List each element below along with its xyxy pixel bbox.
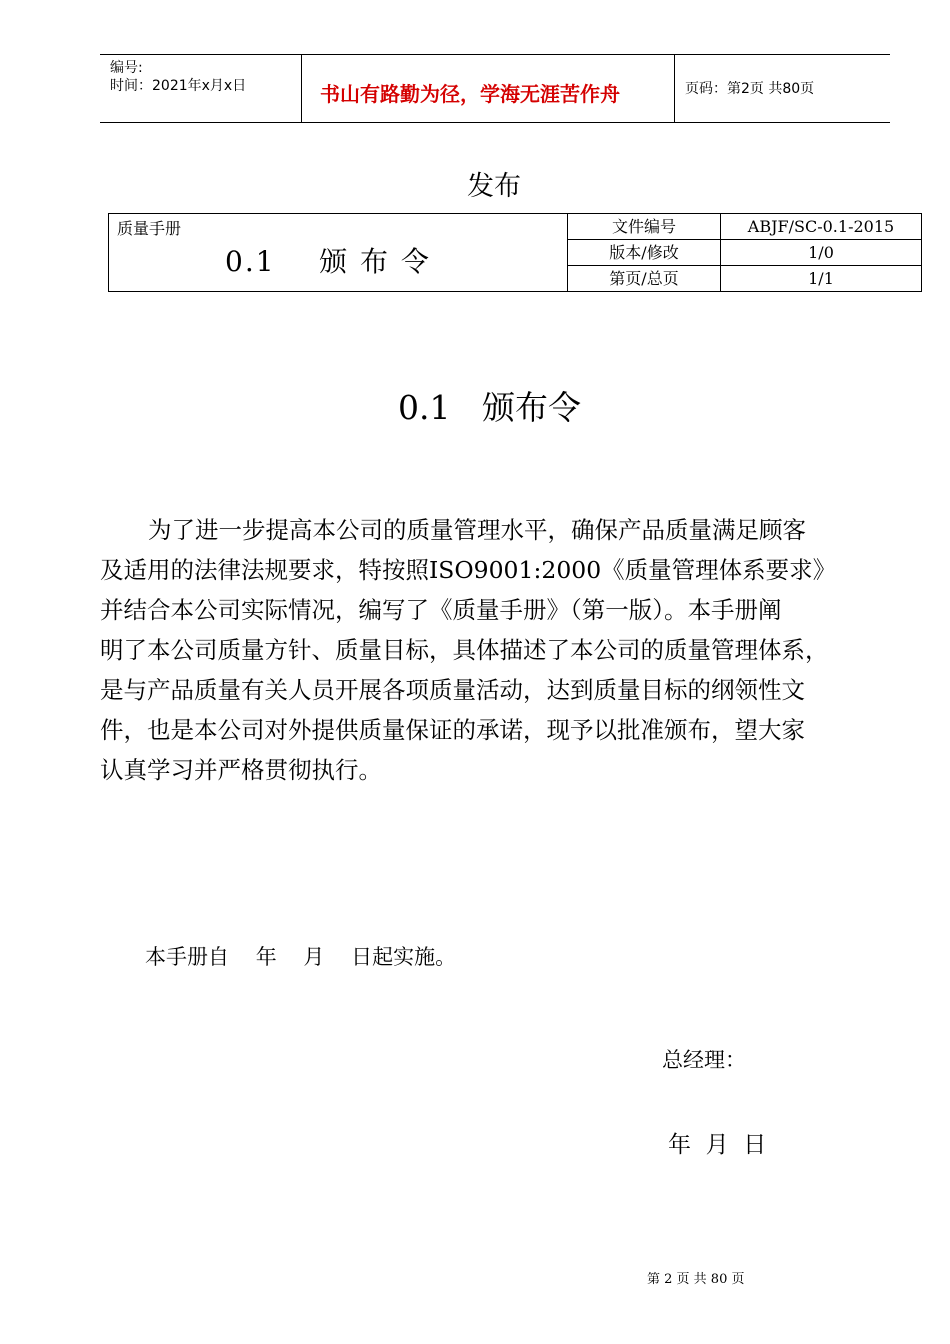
paragraph-line: 并结合本公司实际情况，编写了《质量手册》（第一版）。本手册阐 — [100, 596, 782, 624]
manual-title-cell — [109, 214, 568, 292]
page-count-label: 第页/总页 — [568, 266, 721, 292]
header-motto: 书山有路勤为径，学海无涯苦作舟 — [320, 82, 620, 106]
header-divider-left — [301, 55, 302, 122]
version-label: 版本/修改 — [568, 240, 721, 266]
header-bottom-rule — [100, 122, 890, 123]
page-count-value: 1/1 — [721, 266, 922, 292]
page-footer: 第 2 页 共 80 页 — [647, 1272, 745, 1287]
doc-number-value: ABJF/SC-0.1-2015 — [721, 214, 922, 240]
document-info-table — [108, 213, 922, 292]
document-number-label: 编号: — [110, 60, 143, 76]
version-value: 1/0 — [721, 240, 922, 266]
paragraph-line: 件，也是本公司对外提供质量保证的承诺，现予以批准颁布，望大家 — [100, 716, 805, 744]
document-title: 0.1 颁布令 — [398, 388, 581, 427]
effective-date-line: 本手册自 年 月 日起实施。 — [145, 945, 457, 969]
paragraph-line: 明了本公司质量方针、质量目标，具体描述了本公司的质量管理体系， — [100, 636, 829, 664]
header-top-rule — [100, 54, 890, 55]
document-time-label: 时间：2021年x月x日 — [110, 78, 247, 94]
paragraph-line: 及适用的法律法规要求，特按照ISO9001:2000《质量管理体系要求》 — [100, 556, 837, 584]
header-divider-right — [674, 55, 675, 122]
signature-date: 年 月 日 — [668, 1132, 767, 1158]
manual-label: 质量手册 — [117, 219, 182, 238]
manual-section-title: 0.1 颁 布 令 — [225, 245, 431, 278]
signature-title: 总经理： — [662, 1048, 746, 1072]
header-page-info: 页码：第2页 共80页 — [685, 81, 815, 97]
doc-number-label: 文件编号 — [568, 214, 721, 240]
section-heading: 发布 — [467, 171, 521, 202]
paragraph-line: 是与产品质量有关人员开展各项质量活动，达到质量目标的纲领性文 — [100, 676, 805, 704]
paragraph-line: 认真学习并严格贯彻执行。 — [100, 756, 382, 784]
main-paragraph — [100, 510, 910, 790]
paragraph-line: 为了进一步提高本公司的质量管理水平，确保产品质量满足顾客 — [148, 516, 806, 544]
